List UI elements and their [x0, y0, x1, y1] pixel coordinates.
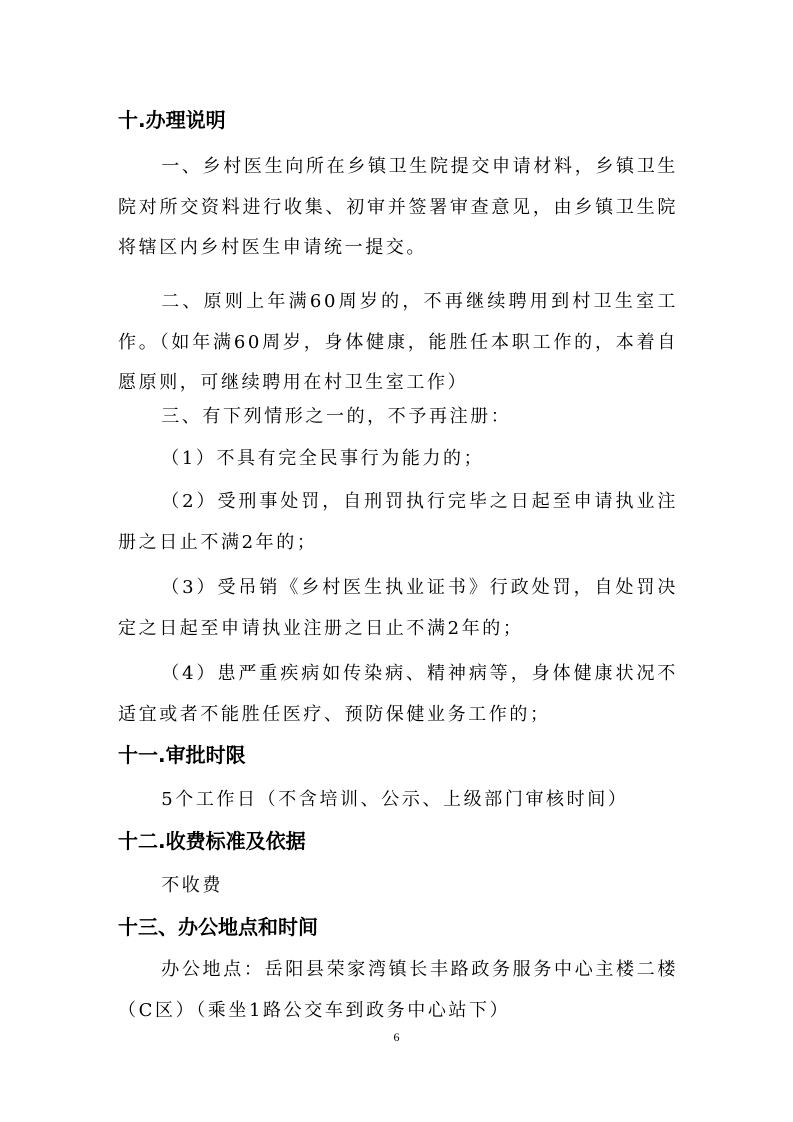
section-10-item-1: （1）不具有完全民事行为能力的；	[161, 448, 485, 469]
section-13-text: 办公地点：岳阳县荣家湾镇长丰路政务服务中心主楼二楼（C区）（乘坐1路公交车到政务中心站下）	[118, 959, 678, 1021]
section-12-text: 不收费	[161, 875, 223, 896]
section-12-heading: 十二.收费标准及依据	[118, 829, 306, 853]
section-10-item-3: （3）受吊销《乡村医生执业证书》行政处罚，自处罚决定之日起至申请执业注册之日止不满2年的；	[118, 577, 678, 639]
section-10-paragraph-2: 二、原则上年满60周岁的，不再继续聘用到村卫生室工作。（如年满60周岁，身体健康，能胜任本职工作的，本着自愿原则，可继续聘用在村卫生室工作）	[118, 291, 678, 393]
page-number: 6	[393, 1030, 400, 1044]
section-10-heading: 十.办理说明	[118, 108, 226, 132]
section-10-item-4: （4）患严重疾病如传染病、精神病等，身体健康状况不适宜或者不能胜任医疗、预防保健业务工作的；	[118, 663, 678, 725]
section-13-heading: 十三、办公地点和时间	[118, 915, 318, 939]
section-10-paragraph-3: 三、有下列情形之一的，不予再注册：	[161, 406, 512, 427]
section-10-paragraph-1: 一、乡村医生向所在乡镇卫生院提交申请材料，乡镇卫生院对所交资料进行收集、初审并签署审查意见，由乡镇卫生院将辖区内乡村医生申请统一提交。	[118, 156, 678, 258]
section-11-heading: 十一.审批时限	[118, 743, 246, 767]
section-10-item-2: （2）受刑事处罚，自刑罚执行完毕之日起至申请执业注册之日止不满2年的；	[118, 491, 678, 553]
section-11-text: 5个工作日（不含培训、公示、上级部门审核时间）	[161, 789, 629, 810]
